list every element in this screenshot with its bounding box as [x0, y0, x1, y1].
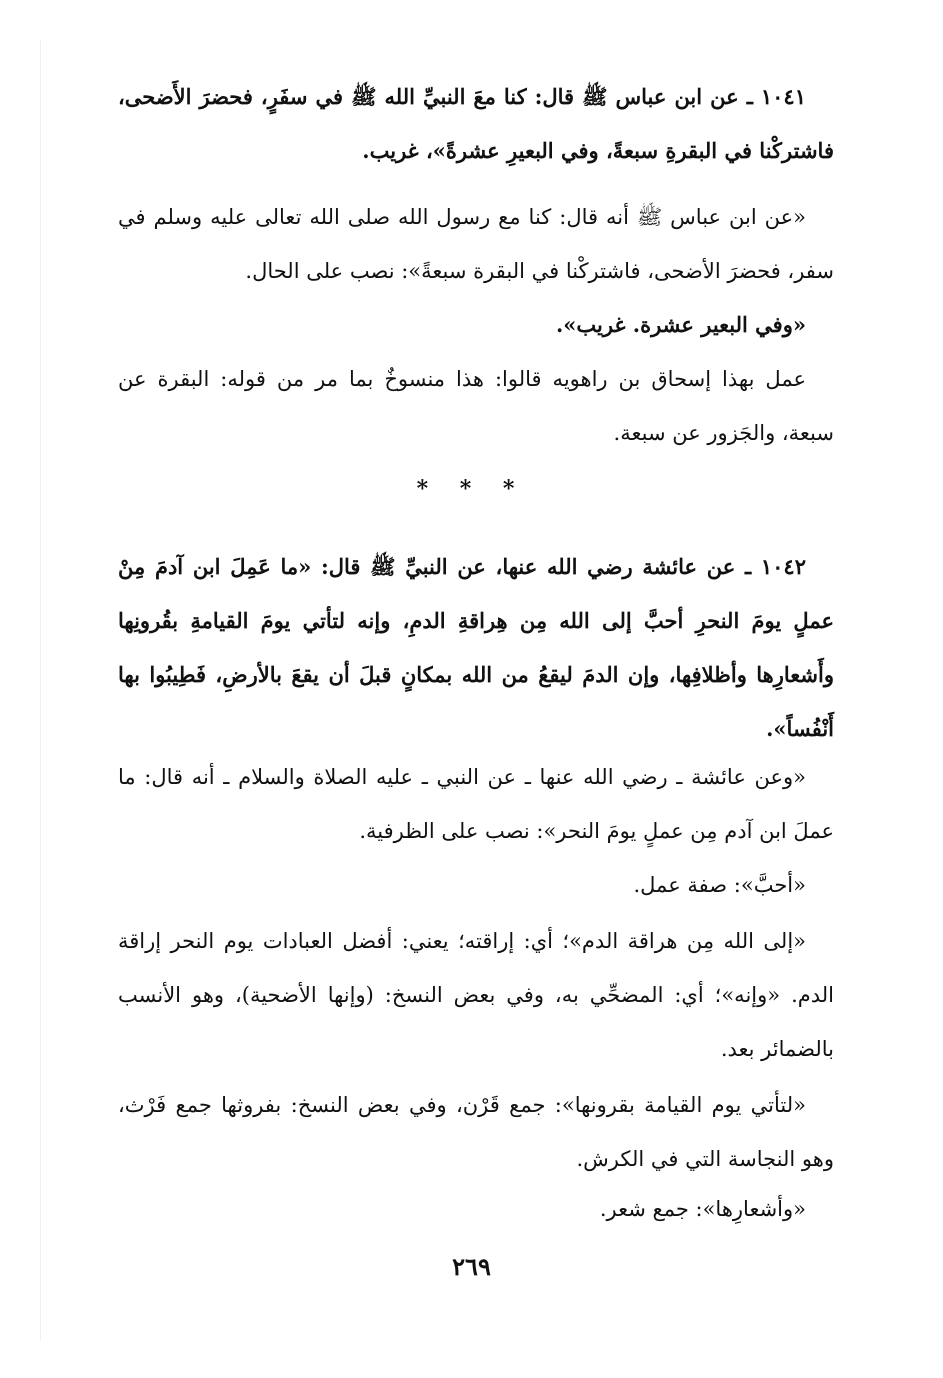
hadith-1042-commentary-5: «وأشعارِها»: جمع شعر.	[599, 1197, 806, 1221]
page-number: ٢٦٩	[452, 1252, 491, 1281]
scan-margin-line	[40, 40, 41, 1340]
section-separator: * * *	[416, 476, 527, 502]
hadith-1042-commentary-3: «إلى الله مِن هراقة الدم»؛ أي: إراقته؛ يعني: أفضل العبادات يوم النحر إراقة الدم. «وإنه»؛ أي: المضحِّي به، وفي بعض النسخ: (وإنها الأضحية)، وهو الأنسب بالضمائر بعد.	[118, 929, 834, 1061]
hadith-1042-commentary-4: «لتأتي يوم القيامة بقرونها»: جمع قَرْن، وفي بعض النسخ: بفروثها جمع فَرْث، وهو النجاسة التي في الكرش.	[118, 1093, 834, 1171]
hadith-1041-commentary-1: «عن ابن عباس ﷺ أنه قال: كنا مع رسول الله صلى الله تعالى عليه وسلم في سفر، فحضرَ الأضحى، فاشتركْنا في البقرة سبعةً»: نصب على الحال.	[118, 205, 834, 283]
hadith-1041-commentary-3: عمل بهذا إسحاق بن راهويه قالوا: هذا منسوخٌ بما مر من قوله: البقرة عن سبعة، والجَزور عن سبعة.	[118, 367, 834, 445]
hadith-1042-text: ١٠٤٢ ـ عن عائشة رضي الله عنها، عن النبيِّ ﷺ قال: «ما عَمِلَ ابن آدمَ مِنْ عملٍ يومَ النحرِ أحبَّ إلى الله مِن هِراقةِ الدمِ، وإنه لتأتي يومَ القيامةِ بقُرونِها وأَشعارِها وأظلافِها، وإن الدمَ ليقعُ من الله بمكانٍ قبلَ أن يقعَ بالأرضِ، فَطِيبُوا بها أَنْفُساً».	[118, 554, 834, 741]
hadith-1042-commentary-2: «أحبَّ»: صفة عمل.	[633, 873, 806, 897]
hadith-1041-commentary-2: «وفي البعير عشرة. غريب».	[555, 312, 806, 337]
hadith-1041-text: ١٠٤١ ـ عن ابن عباس ﷺ قال: كنا معَ النبيِّ الله ﷺ في سفَرٍ، فحضرَ الأَضحى، فاشتركْنا في البقرةِ سبعةً، وفي البعيرِ عشرةً»، غريب.	[118, 84, 834, 163]
hadith-1042-commentary-1: «وعن عائشة ـ رضي الله عنها ـ عن النبي ـ عليه الصلاة والسلام ـ أنه قال: ما عملَ ابن آدم مِن عملٍ يومَ النحر»: نصب على الظرفية.	[118, 765, 834, 843]
